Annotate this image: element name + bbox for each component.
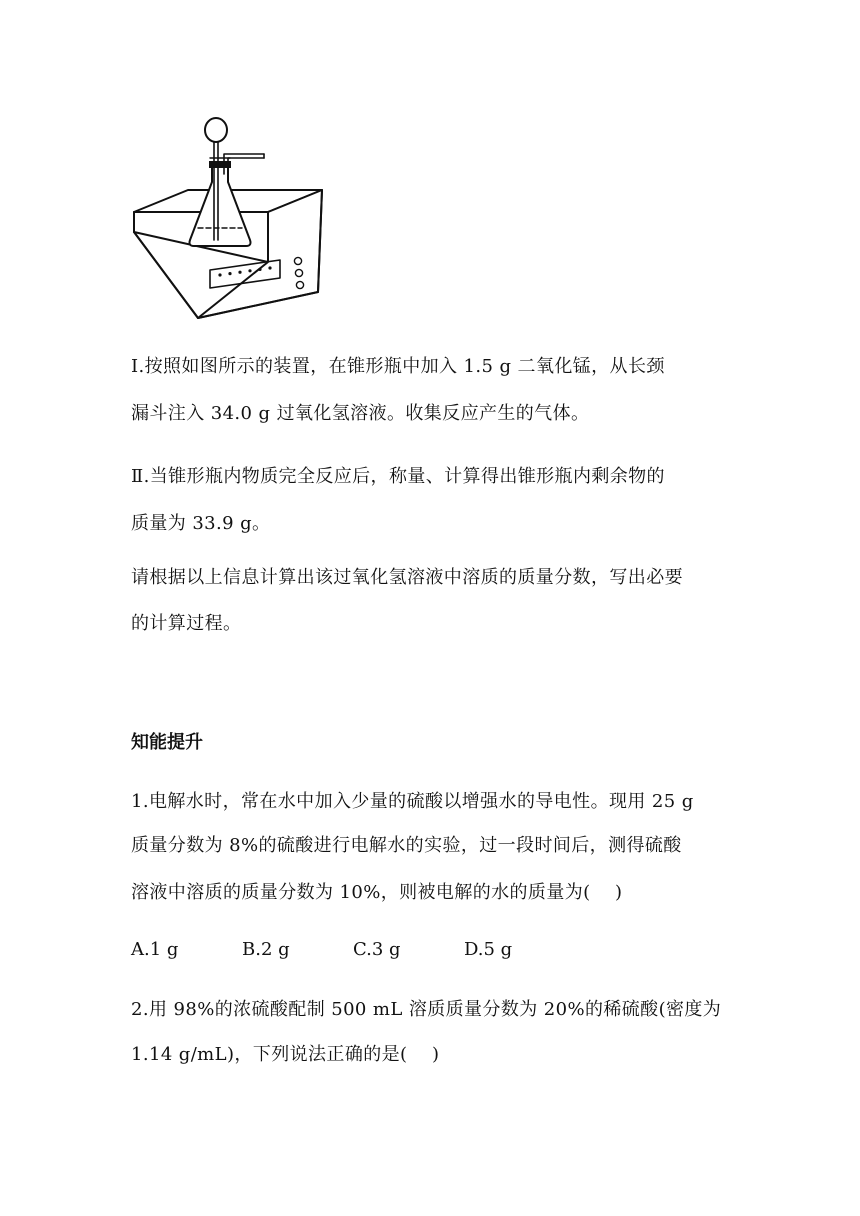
q2-text-line-2: 1.14 g/mL)，下列说法正确的是( ) — [131, 1044, 440, 1065]
q1-option-c: C.3 g — [353, 939, 401, 960]
task-text-line-1: 请根据以上信息计算出该过氧化氢溶液中溶质的质量分数，写出必要 — [131, 567, 683, 588]
q2-text-line-1: 2.用 98%的浓硫酸配制 500 mL 溶质质量分数为 20%的稀硫酸(密度为 — [131, 999, 722, 1020]
step1-text-line-1: Ⅰ.按照如图所示的装置，在锥形瓶中加入 1.5 g 二氧化锰，从长颈 — [131, 356, 665, 377]
step2-text-line-2: 质量为 33.9 g。 — [131, 513, 271, 534]
q1-options — [131, 938, 575, 962]
electronic-balance-with-flask-icon — [128, 112, 328, 324]
task-text-line-2: 的计算过程。 — [131, 613, 242, 634]
q1-option-a: A.1 g — [131, 939, 179, 960]
step2-text-line-1: Ⅱ.当锥形瓶内物质完全反应后，称量、计算得出锥形瓶内剩余物的 — [131, 466, 665, 487]
q1-option-b: B.2 g — [242, 939, 290, 960]
section-title: 知能提升 — [131, 732, 203, 753]
q1-text-line-3: 溶液中溶质的质量分数为 10%，则被电解的水的质量为( ) — [131, 882, 623, 903]
q1-text-line-2: 质量分数为 8%的硫酸进行电解水的实验，过一段时间后，测得硫酸 — [131, 835, 682, 856]
step1-text-line-2: 漏斗注入 34.0 g 过氧化氢溶液。收集反应产生的气体。 — [131, 403, 590, 424]
q1-option-d: D.5 g — [464, 939, 513, 960]
q1-text-line-1: 1.电解水时，常在水中加入少量的硫酸以增强水的导电性。现用 25 g — [131, 791, 694, 812]
